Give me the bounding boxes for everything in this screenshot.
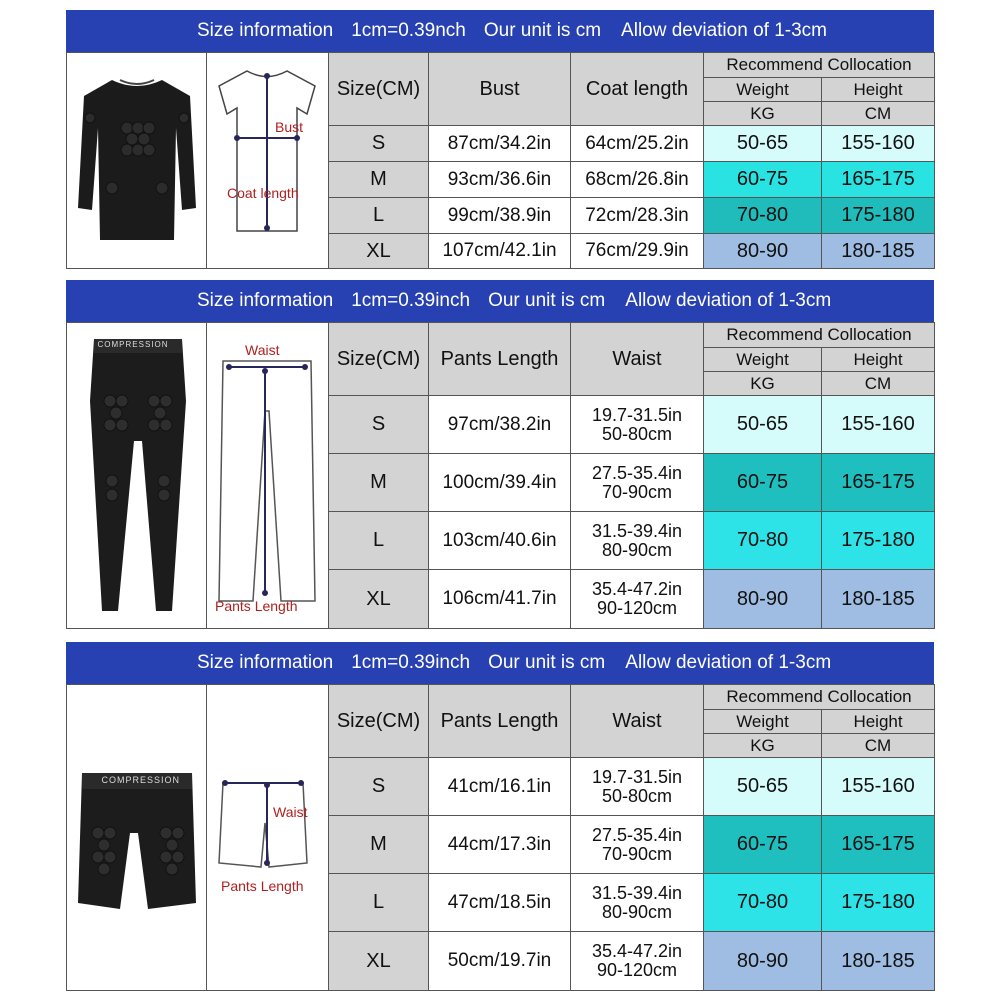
- pants-product-image: [67, 323, 207, 629]
- waist-label: Waist: [245, 341, 280, 358]
- waist-inches: 31.5-39.4in: [591, 520, 683, 541]
- waist-cell: [571, 758, 704, 816]
- compression-label: COMPRESSION: [101, 774, 181, 785]
- bust-cell: 93cm/36.6in: [429, 162, 571, 198]
- pants-length-cell: 103cm/40.6in: [429, 512, 571, 570]
- height-cell: 155-160: [822, 758, 935, 816]
- size-cell: L: [329, 198, 429, 234]
- deviation-note: Allow deviation of 1-3cm: [625, 652, 832, 673]
- shorts-product-image: [67, 685, 207, 991]
- pants-size-section: [66, 280, 934, 628]
- size-info-label: Size information: [197, 20, 334, 41]
- pants-length-cell: 44cm/17.3in: [429, 816, 571, 874]
- waist-inches: 27.5-35.4in: [591, 824, 683, 845]
- coat-length-cell: 68cm/26.8in: [571, 162, 704, 198]
- waist-cm: 70-90cm: [601, 481, 673, 502]
- waist-inches: 35.4-47.2in: [591, 579, 683, 600]
- conversion-note: 1cm=0.39inch: [351, 290, 471, 311]
- bust-cell: 107cm/42.1in: [429, 234, 571, 269]
- size-cell: XL: [329, 932, 429, 991]
- bust-cell: 87cm/34.2in: [429, 126, 571, 162]
- waist-inches: 31.5-39.4in: [591, 882, 683, 903]
- waist-header: Waist: [571, 685, 704, 758]
- kg-unit: KG: [704, 102, 822, 126]
- weight-cell: 70-80: [704, 874, 822, 932]
- pants-length-header: Pants Length: [429, 323, 571, 396]
- waist-inches: 19.7-31.5in: [591, 404, 683, 425]
- pants-length-header: Pants Length: [429, 685, 571, 758]
- size-cell: M: [329, 816, 429, 874]
- compression-shirt-icon: [72, 58, 202, 258]
- weight-header: Weight: [704, 348, 822, 372]
- shirt-outline-icon: [207, 56, 327, 266]
- bust-label: Bust: [275, 118, 304, 135]
- shirt-diagram: [207, 53, 329, 269]
- waist-inches: 19.7-31.5in: [591, 766, 683, 787]
- cm-unit: CM: [822, 372, 935, 396]
- height-header: Height: [822, 710, 935, 734]
- weight-cell: 50-65: [704, 758, 822, 816]
- pants-length-cell: 97cm/38.2in: [429, 396, 571, 454]
- recommend-header: Recommend Collocation: [704, 323, 935, 348]
- size-info-label: Size information: [197, 652, 334, 673]
- pants-diagram: [207, 323, 329, 629]
- coat-length-header: Coat length: [571, 53, 704, 126]
- height-header: Height: [822, 78, 935, 102]
- waist-cell: [571, 396, 704, 454]
- height-cell: 165-175: [822, 454, 935, 512]
- shirt-product-image: [67, 53, 207, 269]
- height-cell: 180-185: [822, 234, 935, 269]
- unit-note: Our unit is cm: [488, 652, 606, 673]
- size-cell: M: [329, 454, 429, 512]
- waist-header: Waist: [571, 323, 704, 396]
- waist-cm: 80-90cm: [601, 539, 673, 560]
- conversion-note: 1cm=0.39nch: [351, 20, 466, 41]
- deviation-note: Allow deviation of 1-3cm: [621, 20, 827, 41]
- coat-length-cell: 72cm/28.3in: [571, 198, 704, 234]
- height-cell: 155-160: [822, 126, 935, 162]
- height-cell: 175-180: [822, 198, 935, 234]
- height-cell: 155-160: [822, 396, 935, 454]
- waist-cell: [571, 454, 704, 512]
- size-header: Size(CM): [329, 685, 429, 758]
- size-header: Size(CM): [329, 53, 429, 126]
- waist-cell: [571, 570, 704, 629]
- size-cell: XL: [329, 570, 429, 629]
- cm-unit: CM: [822, 734, 935, 758]
- size-info-banner: [66, 10, 934, 52]
- weight-header: Weight: [704, 710, 822, 734]
- height-cell: 175-180: [822, 874, 935, 932]
- waist-cell: [571, 816, 704, 874]
- height-cell: 180-185: [822, 932, 935, 991]
- size-cell: L: [329, 874, 429, 932]
- recommend-header: Recommend Collocation: [704, 53, 935, 78]
- pants-length-cell: 106cm/41.7in: [429, 570, 571, 629]
- pants-length-cell: 50cm/19.7in: [429, 932, 571, 991]
- pants-length-label: Pants Length: [221, 877, 304, 894]
- cm-unit: CM: [822, 102, 935, 126]
- shirt-size-table: [66, 52, 935, 269]
- weight-cell: 60-75: [704, 454, 822, 512]
- waist-inches: 35.4-47.2in: [591, 941, 683, 962]
- bust-header: Bust: [429, 53, 571, 126]
- height-cell: 175-180: [822, 512, 935, 570]
- shorts-size-section: [66, 642, 934, 990]
- waist-cm: 90-120cm: [596, 598, 678, 618]
- waist-inches: 27.5-35.4in: [591, 462, 683, 483]
- shorts-diagram: [207, 685, 329, 991]
- size-cell: XL: [329, 234, 429, 269]
- size-cell: S: [329, 758, 429, 816]
- weight-cell: 80-90: [704, 234, 822, 269]
- waist-cm: 50-80cm: [601, 423, 673, 444]
- shorts-size-table: [66, 684, 935, 991]
- waist-cell: [571, 512, 704, 570]
- weight-cell: 60-75: [704, 816, 822, 874]
- size-info-label: Size information: [197, 290, 334, 311]
- weight-cell: 80-90: [704, 932, 822, 991]
- size-info-banner: [66, 642, 934, 684]
- weight-header: Weight: [704, 78, 822, 102]
- weight-cell: 80-90: [704, 570, 822, 629]
- shirt-size-section: [66, 10, 934, 268]
- size-cell: S: [329, 396, 429, 454]
- coat-length-cell: 64cm/25.2in: [571, 126, 704, 162]
- waist-cm: 80-90cm: [601, 901, 673, 922]
- height-cell: 180-185: [822, 570, 935, 629]
- size-header: Size(CM): [329, 323, 429, 396]
- pants-length-cell: 41cm/16.1in: [429, 758, 571, 816]
- size-cell: M: [329, 162, 429, 198]
- conversion-note: 1cm=0.39inch: [351, 652, 471, 673]
- unit-note: Our unit is cm: [483, 20, 602, 41]
- weight-cell: 70-80: [704, 512, 822, 570]
- bust-cell: 99cm/38.9in: [429, 198, 571, 234]
- deviation-note: Allow deviation of 1-3cm: [625, 290, 832, 311]
- height-cell: 165-175: [822, 162, 935, 198]
- height-cell: 165-175: [822, 816, 935, 874]
- size-cell: L: [329, 512, 429, 570]
- weight-cell: 50-65: [704, 126, 822, 162]
- size-info-banner: [66, 280, 934, 322]
- kg-unit: KG: [704, 372, 822, 396]
- waist-cm: 90-120cm: [596, 960, 678, 980]
- waist-label: Waist: [273, 803, 308, 820]
- pants-outline-icon: [207, 331, 327, 621]
- waist-cm: 50-80cm: [601, 785, 673, 806]
- compression-label: COMPRESSION: [97, 339, 169, 349]
- recommend-header: Recommend Collocation: [704, 685, 935, 710]
- weight-cell: 70-80: [704, 198, 822, 234]
- coat-length-label: Coat length: [227, 184, 299, 201]
- weight-cell: 50-65: [704, 396, 822, 454]
- height-header: Height: [822, 348, 935, 372]
- pants-length-label: Pants Length: [215, 597, 298, 614]
- waist-cell: [571, 932, 704, 991]
- kg-unit: KG: [704, 734, 822, 758]
- pants-length-cell: 100cm/39.4in: [429, 454, 571, 512]
- unit-note: Our unit is cm: [488, 290, 606, 311]
- waist-cell: [571, 874, 704, 932]
- pants-length-cell: 47cm/18.5in: [429, 874, 571, 932]
- coat-length-cell: 76cm/29.9in: [571, 234, 704, 269]
- weight-cell: 60-75: [704, 162, 822, 198]
- pants-size-table: [66, 322, 935, 629]
- size-cell: S: [329, 126, 429, 162]
- waist-cm: 70-90cm: [601, 843, 673, 864]
- compression-pants-icon: [72, 331, 202, 621]
